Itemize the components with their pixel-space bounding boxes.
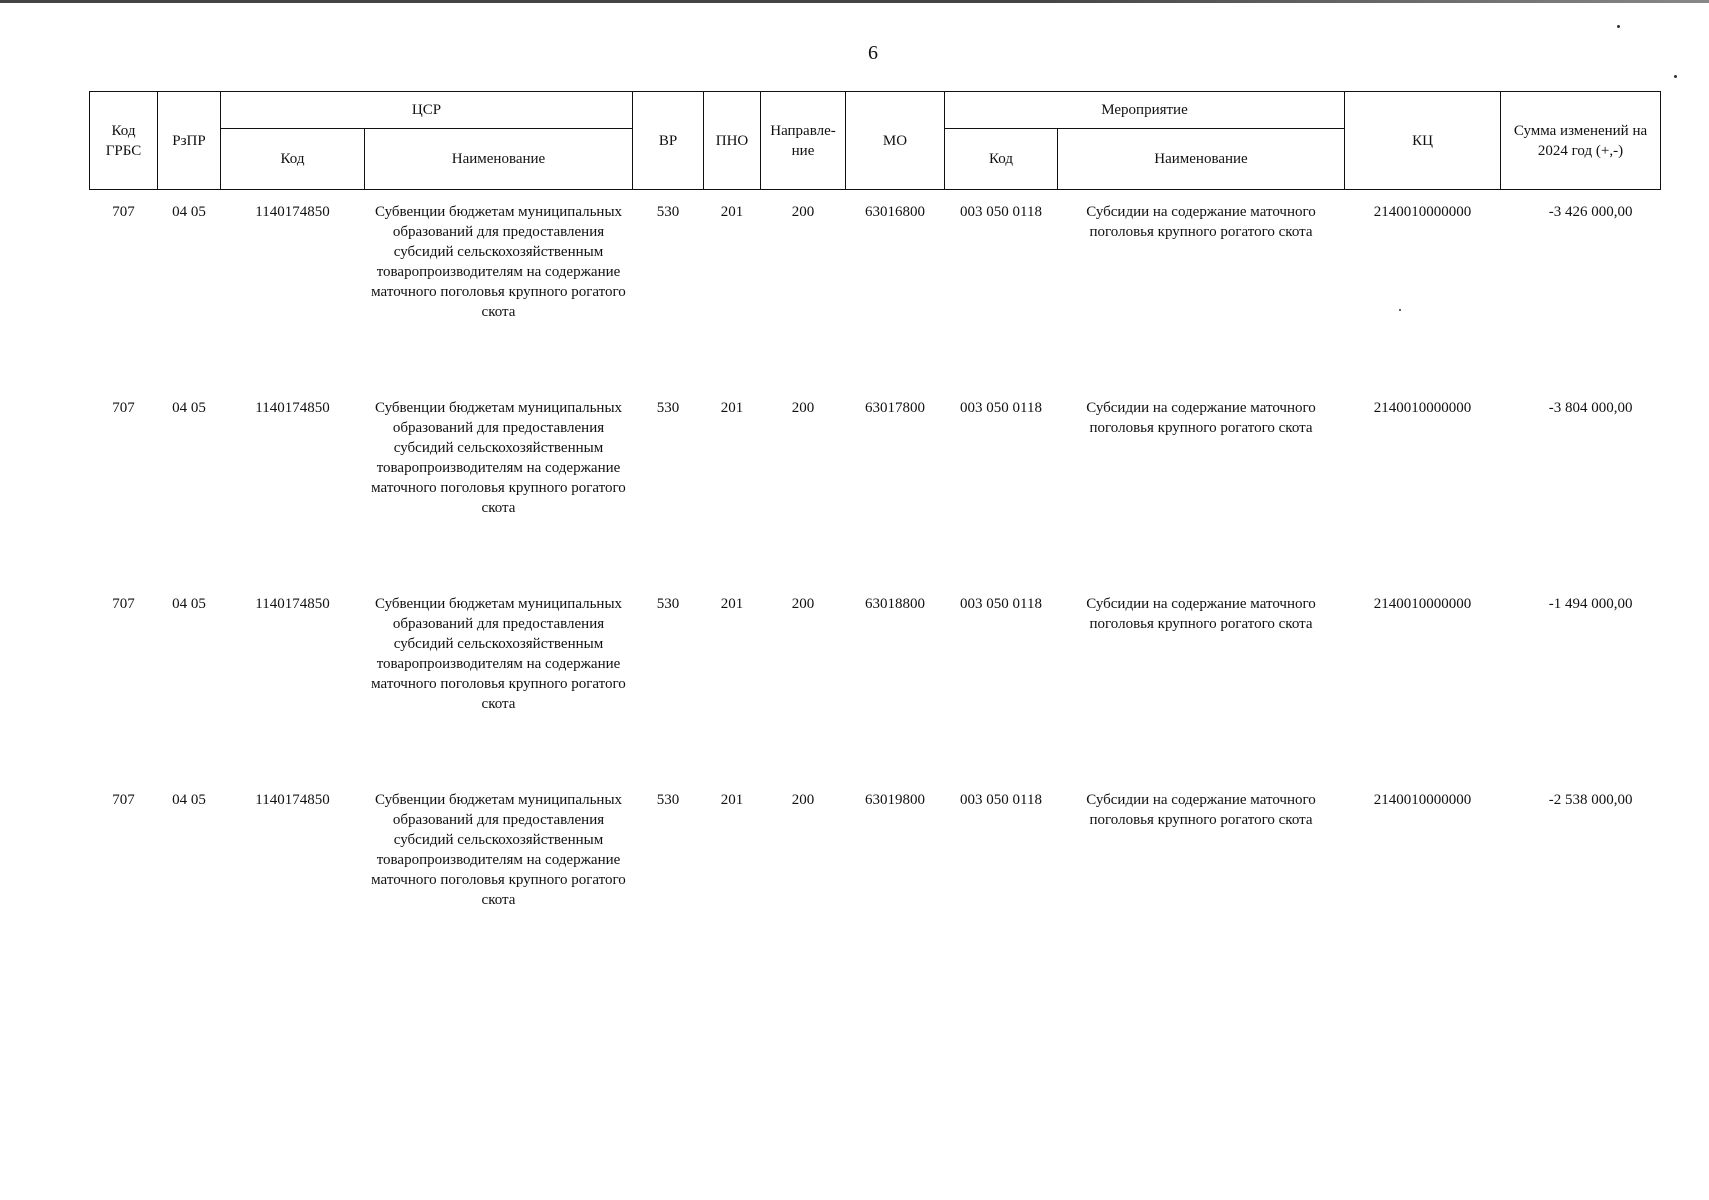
cell-grbs: 707: [112, 204, 135, 220]
header-csr-name: Наименование: [365, 129, 633, 190]
cell-kc: 2140010000000: [1373, 596, 1472, 612]
cell-event-name: Субсидии на содержание маточного поголовья крупного рогатого скота: [1086, 596, 1316, 632]
cell-event-code: 003 050 0118: [960, 596, 1042, 612]
cell-sum: -3 804 000,00: [1548, 400, 1633, 416]
header-grbs: Код ГРБС: [90, 92, 158, 190]
cell-direction: 200: [791, 792, 815, 808]
cell-csr-code: 1140174850: [255, 204, 330, 220]
cell-kc: 2140010000000: [1373, 204, 1472, 220]
budget-changes-table: [89, 91, 1661, 980]
scan-speck: [1399, 309, 1401, 311]
cell-csr-name: Субвенции бюджетам муниципальных образований для предоставления субсидий сельскохозяйственным товаропроизводителям на содержание маточного поголовья крупного рогатого скота: [371, 596, 626, 712]
header-event-name: Наименование: [1058, 129, 1345, 190]
header-csr-code: Код: [221, 129, 365, 190]
cell-mo: 63017800: [865, 400, 925, 416]
cell-rzpr: 04 05: [172, 596, 206, 612]
cell-grbs: 707: [112, 400, 135, 416]
header-csr-group: ЦСР: [221, 92, 633, 129]
cell-rzpr: 04 05: [172, 204, 206, 220]
cell-pno: 201: [720, 400, 744, 416]
cell-vr: 530: [656, 596, 680, 612]
header-mo: МО: [846, 92, 945, 190]
header-pno: ПНО: [704, 92, 761, 190]
header-event-group: Мероприятие: [945, 92, 1345, 129]
cell-csr-name: Субвенции бюджетам муниципальных образований для предоставления субсидий сельскохозяйственным товаропроизводителям на содержание маточного поголовья крупного рогатого скота: [371, 792, 626, 908]
cell-csr-code: 1140174850: [255, 792, 330, 808]
table-body: [90, 190, 1661, 981]
cell-direction: 200: [791, 204, 815, 220]
cell-mo: 63018800: [865, 596, 925, 612]
cell-direction: 200: [791, 400, 815, 416]
table-row: [90, 196, 1661, 392]
cell-grbs: 707: [112, 596, 135, 612]
cell-event-name: Субсидии на содержание маточного поголовья крупного рогатого скота: [1086, 400, 1316, 436]
header-sum: Сумма изменений на 2024 год (+,-): [1501, 92, 1661, 190]
cell-sum: -3 426 000,00: [1548, 204, 1633, 220]
cell-vr: 530: [656, 400, 680, 416]
table-row: [90, 784, 1661, 980]
cell-grbs: 707: [112, 792, 135, 808]
cell-event-code: 003 050 0118: [960, 204, 1042, 220]
scan-speck: [1617, 25, 1620, 28]
cell-event-name: Субсидии на содержание маточного поголовья крупного рогатого скота: [1086, 204, 1316, 240]
cell-direction: 200: [791, 596, 815, 612]
cell-csr-name: Субвенции бюджетам муниципальных образований для предоставления субсидий сельскохозяйственным товаропроизводителям на содержание маточного поголовья крупного рогатого скота: [371, 400, 626, 516]
cell-kc: 2140010000000: [1373, 792, 1472, 808]
cell-kc: 2140010000000: [1373, 400, 1472, 416]
cell-vr: 530: [656, 204, 680, 220]
cell-mo: 63019800: [865, 792, 925, 808]
cell-vr: 530: [656, 792, 680, 808]
cell-csr-code: 1140174850: [255, 400, 330, 416]
page-number: 6: [868, 42, 878, 64]
cell-pno: 201: [720, 204, 744, 220]
header-vr: ВР: [633, 92, 704, 190]
cell-event-name: Субсидии на содержание маточного поголовья крупного рогатого скота: [1086, 792, 1316, 828]
table-row: [90, 588, 1661, 784]
cell-event-code: 003 050 0118: [960, 792, 1042, 808]
scan-top-edge: [0, 0, 1709, 3]
header-kc: КЦ: [1345, 92, 1501, 190]
header-direction: Направле-ние: [761, 92, 846, 190]
cell-mo: 63016800: [865, 204, 925, 220]
cell-pno: 201: [720, 596, 744, 612]
cell-event-code: 003 050 0118: [960, 400, 1042, 416]
scan-speck: [1674, 75, 1677, 78]
cell-rzpr: 04 05: [172, 792, 206, 808]
header-event-code: Код: [945, 129, 1058, 190]
cell-csr-name: Субвенции бюджетам муниципальных образований для предоставления субсидий сельскохозяйственным товаропроизводителям на содержание маточного поголовья крупного рогатого скота: [371, 204, 626, 320]
cell-pno: 201: [720, 792, 744, 808]
cell-sum: -2 538 000,00: [1548, 792, 1633, 808]
table-header: [90, 92, 1661, 190]
table-row: [90, 392, 1661, 588]
cell-csr-code: 1140174850: [255, 596, 330, 612]
cell-rzpr: 04 05: [172, 400, 206, 416]
header-rzpr: РзПР: [158, 92, 221, 190]
cell-sum: -1 494 000,00: [1548, 596, 1633, 612]
